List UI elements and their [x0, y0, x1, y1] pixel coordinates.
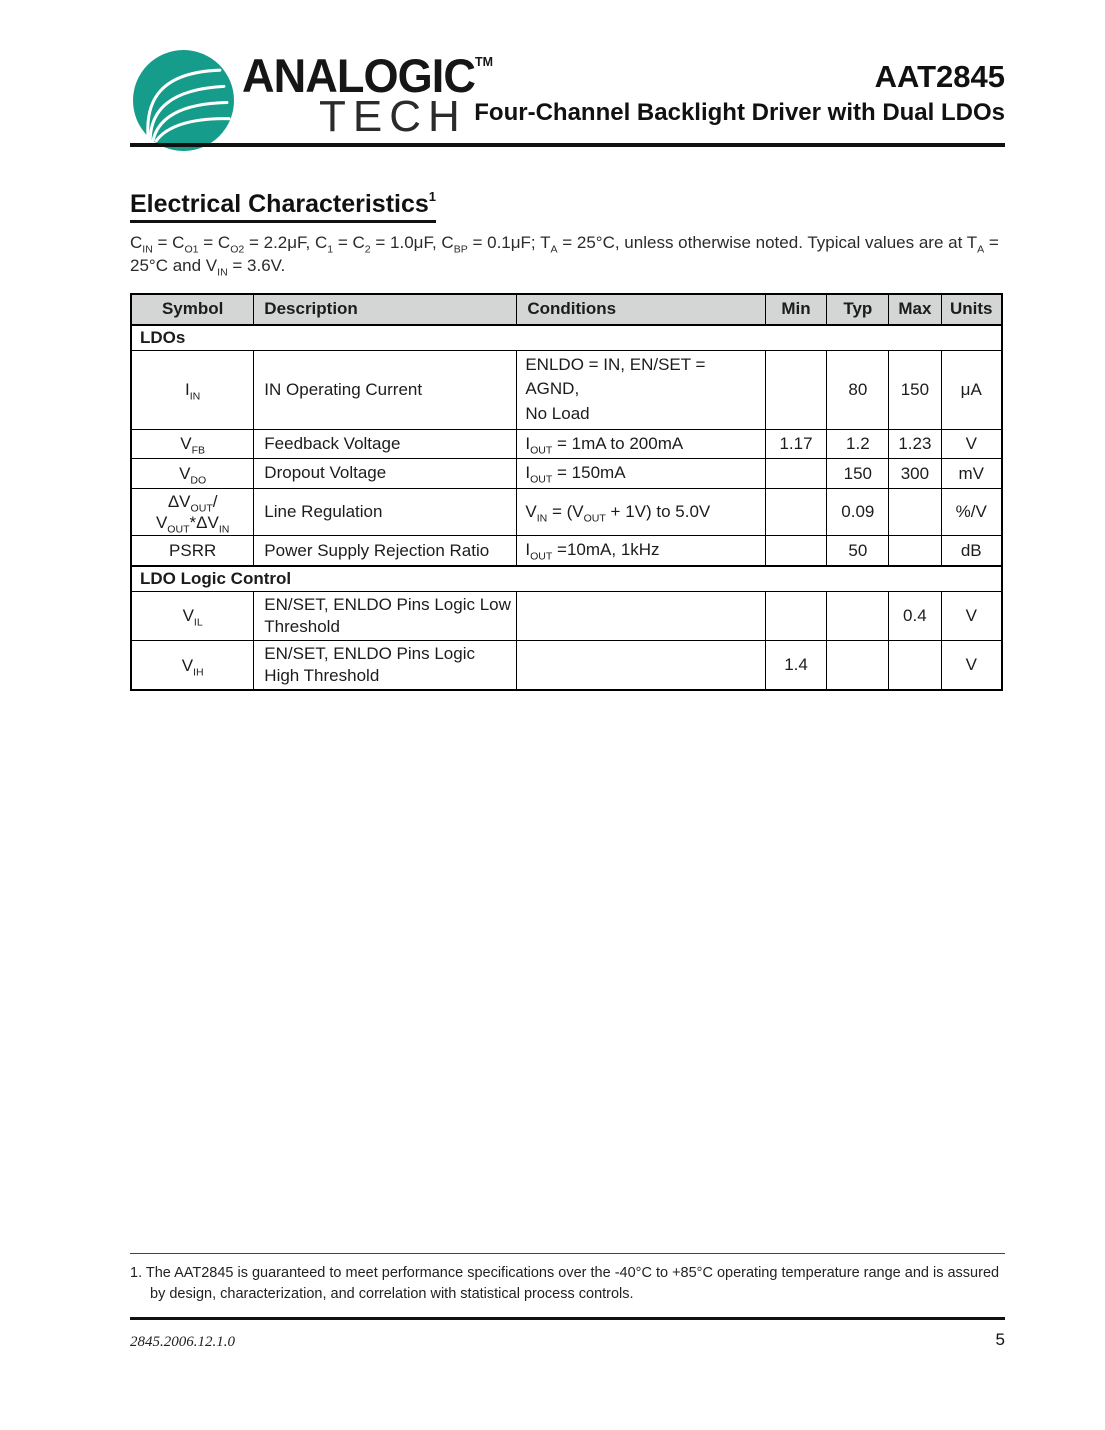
- table-section-row: [131, 566, 1002, 592]
- cell-max: 300: [889, 459, 941, 489]
- cell-typ: 80: [827, 350, 889, 429]
- cell-conditions: [517, 591, 765, 640]
- conditions-paragraph: $C_{IN} = C_{O1} = C_{O2} = 2.2\mu F$, $C_1 = C_2 = 1.0\mu F$, $C_{BP} = 0.1\mu F$; $T_A = 25^\circ C$, unless otherwise noted. Typical values are at $T_A = 25^\circ C$ and $V_{IN} = 3.6V$.: [130, 232, 999, 279]
- cell-description: Dropout Voltage: [254, 459, 517, 489]
- cell-symbol: $V_{DO}$: [131, 459, 254, 489]
- cell-units: dB: [941, 536, 1002, 566]
- footnote-divider: [130, 1253, 1005, 1254]
- cell-conditions: $I_{OUT} = 150mA$: [517, 459, 765, 489]
- document-header-right: [474, 60, 1005, 127]
- cell-units: V: [941, 429, 1002, 459]
- cell-units: μA: [941, 350, 1002, 429]
- cell-symbol: $V_{IH}$: [131, 641, 254, 691]
- cell-max: [889, 488, 941, 536]
- cell-conditions: $V_{IN} = (V_{OUT} + 1V)$ to 5.0V: [517, 488, 765, 536]
- cell-max: [889, 536, 941, 566]
- cell-min: [765, 591, 827, 640]
- cell-description: EN/SET, ENLDO Pins Logic High Threshold: [254, 641, 517, 691]
- cell-min: [765, 536, 827, 566]
- header-divider: [130, 143, 1005, 147]
- main-content: [130, 190, 1005, 691]
- cell-conditions: ENLDO = IN, EN/SET = AGND, No Load: [517, 350, 765, 429]
- cell-symbol: $V_{FB}$: [131, 429, 254, 459]
- cell-typ: 50: [827, 536, 889, 566]
- cell-min: 1.4: [765, 641, 827, 691]
- cell-typ: 0.09: [827, 488, 889, 536]
- table-row: [131, 536, 1002, 566]
- cell-description: Feedback Voltage: [254, 429, 517, 459]
- footnote-text: 1. The AAT2845 is guaranteed to meet performance specifications over the -40°C to +85°C operating temperature range and is assured by design, characterization, and correlation with statistical process controls.: [130, 1265, 1000, 1303]
- column-header-max: Max: [889, 294, 941, 325]
- footer-divider: [130, 1317, 1005, 1320]
- column-header-description: Description: [254, 294, 517, 325]
- trademark-symbol: TM: [474, 54, 493, 69]
- column-header-min: Min: [765, 294, 827, 325]
- cell-units: %/V: [941, 488, 1002, 536]
- cell-symbol: $V_{IL}$: [131, 591, 254, 640]
- table-body: [131, 325, 1002, 691]
- cell-typ: [827, 591, 889, 640]
- table-row: [131, 488, 1002, 536]
- table-row: [131, 641, 1002, 691]
- cell-symbol: $\Delta V_{OUT}/$ $V_{OUT}*\Delta V_{IN}$: [131, 488, 254, 536]
- cell-min: 1.17: [765, 429, 827, 459]
- cell-conditions: $I_{OUT} =10mA$, 1kHz: [517, 536, 765, 566]
- column-header-typ: Typ: [827, 294, 889, 325]
- cell-typ: 1.2: [827, 429, 889, 459]
- cell-units: V: [941, 591, 1002, 640]
- page-number: 5: [995, 1330, 1005, 1349]
- cell-min: [765, 488, 827, 536]
- cell-units: mV: [941, 459, 1002, 489]
- table-row: [131, 429, 1002, 459]
- table-row: [131, 350, 1002, 429]
- electrical-characteristics-table: [130, 293, 1003, 692]
- table-row: [131, 459, 1002, 489]
- cell-description: Power Supply Rejection Ratio: [254, 536, 517, 566]
- cell-symbol: PSRR: [131, 536, 254, 566]
- document-revision-id: 2845.2006.12.1.0: [130, 1334, 235, 1350]
- cell-typ: [827, 641, 889, 691]
- leaf-logo-icon: [133, 50, 234, 151]
- brand-wordmark: [242, 49, 503, 151]
- table-row: [131, 591, 1002, 640]
- footnote-reference: 1: [428, 189, 437, 204]
- cell-conditions: [517, 641, 765, 691]
- company-logo: [133, 50, 503, 151]
- document-subtitle: Four-Channel Backlight Driver with Dual LDOs: [474, 99, 1005, 127]
- cell-max: [889, 641, 941, 691]
- table-header-row: [131, 294, 1002, 325]
- table-section-row: [131, 325, 1002, 351]
- cell-description: Line Regulation: [254, 488, 517, 536]
- cell-typ: 150: [827, 459, 889, 489]
- brand-analogic: ANALOGIC: [242, 49, 475, 102]
- cell-conditions: $I_{OUT} = 1mA$ to 200mA: [517, 429, 765, 459]
- cell-max: 1.23: [889, 429, 941, 459]
- cell-min: [765, 350, 827, 429]
- brand-name-bottom: TECH: [319, 92, 467, 141]
- cell-description: IN Operating Current: [254, 350, 517, 429]
- part-number: AAT2845: [874, 59, 1005, 94]
- section-title-text: Electrical Characteristics: [130, 190, 429, 218]
- section-title: [130, 190, 436, 223]
- cell-max: 0.4: [889, 591, 941, 640]
- cell-symbol: $I_{IN}$: [131, 350, 254, 429]
- cell-description: EN/SET, ENLDO Pins Logic Low Threshold: [254, 591, 517, 640]
- table-section-label: LDO Logic Control: [131, 566, 1002, 592]
- column-header-conditions: Conditions: [517, 294, 765, 325]
- table-section-label: LDOs: [131, 325, 1002, 351]
- brand-name-top: [242, 49, 493, 102]
- column-header-symbol: Symbol: [131, 294, 254, 325]
- column-header-units: Units: [941, 294, 1002, 325]
- cell-max: 150: [889, 350, 941, 429]
- cell-min: [765, 459, 827, 489]
- cell-units: V: [941, 641, 1002, 691]
